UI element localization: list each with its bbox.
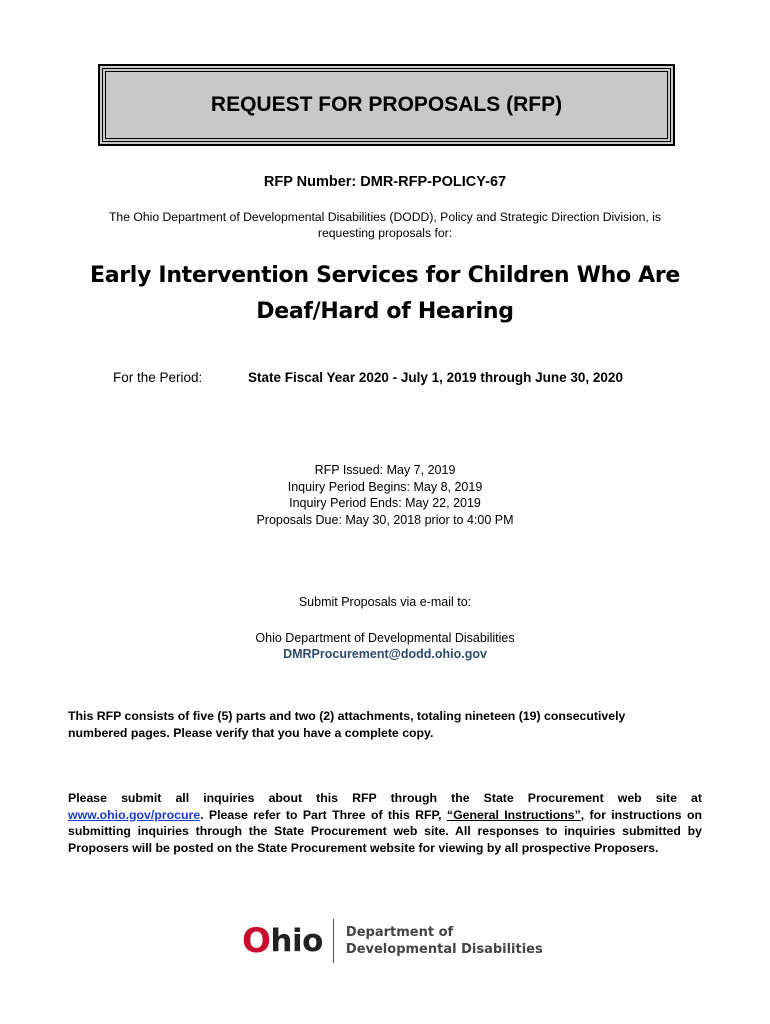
- procurement-link[interactable]: www.ohio.gov/procure: [68, 807, 201, 822]
- notice-line-2: numbered pages. Please verify that you have a complete copy.: [68, 725, 434, 740]
- rfp-subject-line-2: Deaf/Hard of Hearing: [256, 299, 514, 324]
- notice-line-1: This RFP consists of five (5) parts and two (2) attachments, totaling nineteen (19) consecutively: [68, 709, 626, 723]
- date-issued: RFP Issued: May 7, 2019: [314, 463, 456, 477]
- submit-org: Ohio Department of Developmental Disabilities: [255, 630, 515, 645]
- logo-divider: [333, 919, 334, 963]
- intro-line-1: The Ohio Department of Developmental Disabilities (DODD), Policy and Strategic Direction Division, is: [108, 210, 662, 224]
- ohio-logo-rest: hio: [270, 923, 323, 959]
- logo-dept-line-2: Developmental Disabilities: [345, 942, 543, 957]
- inquiries-text-2: . Please refer to Part Three of this RFP,: [200, 807, 447, 822]
- inquiries-paragraph: [68, 790, 702, 856]
- general-instructions-ref: “General Instructions”: [446, 807, 581, 822]
- page-count-notice: [68, 708, 702, 741]
- key-dates: [0, 462, 770, 528]
- title-box: [99, 65, 674, 145]
- logo-dept-line-1: Department of: [345, 925, 454, 940]
- ohio-dodd-logo: [242, 918, 543, 964]
- rfp-number: RFP Number: DMR-RFP-POLICY-67: [263, 174, 507, 190]
- inquiries-text-3: , for instructions on submitting inquiries through the State Procurement web site. All responses to inquiries submitted by Proposers will be posted on the State Procurement website for viewing by all prospective Proposers.: [68, 807, 703, 855]
- ohio-logo-o: O: [242, 921, 271, 961]
- intro-line-2: requesting proposals for:: [317, 226, 453, 240]
- rfp-subject-title: [0, 258, 770, 330]
- intro-text: [60, 209, 710, 241]
- submit-heading: Submit Proposals via e-mail to:: [298, 595, 472, 609]
- submit-email-link[interactable]: DMRProcurement@dodd.ohio.gov: [283, 647, 487, 661]
- rfp-subject-line-1: Early Intervention Services for Children Who Are: [89, 263, 681, 288]
- logo-dept-name: [346, 924, 543, 958]
- page-title: REQUEST FOR PROPOSALS (RFP): [210, 93, 563, 116]
- submit-info: [0, 594, 770, 663]
- period-label: For the Period:: [113, 370, 203, 385]
- date-proposals-due: Proposals Due: May 30, 2018 prior to 4:00 PM: [256, 512, 514, 527]
- date-inquiry-ends: Inquiry Period Ends: May 22, 2019: [289, 496, 481, 510]
- inquiries-text-1: Please submit all inquiries about this RFP through the State Procurement web site at: [68, 791, 702, 805]
- period-value: State Fiscal Year 2020 - July 1, 2019 through June 30, 2020: [248, 370, 623, 385]
- date-inquiry-begins: Inquiry Period Begins: May 8, 2019: [287, 479, 483, 494]
- ohio-wordmark: [242, 921, 323, 961]
